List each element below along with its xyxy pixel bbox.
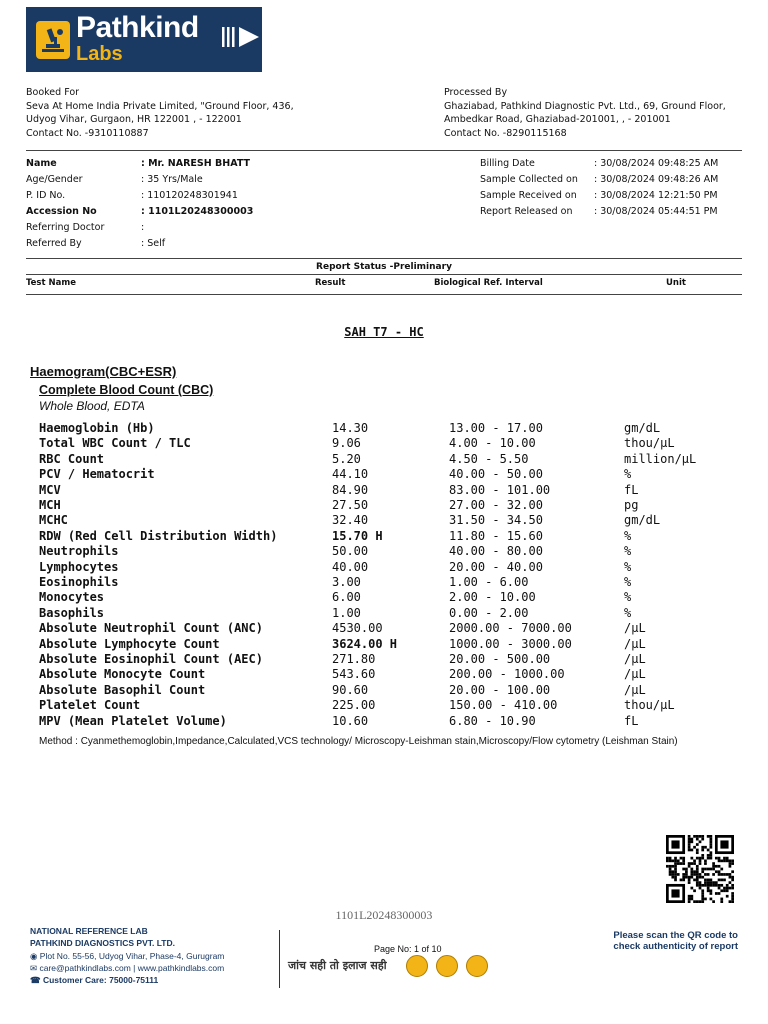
test-unit: % [624, 467, 632, 482]
footer-care [30, 975, 158, 986]
test-result: 3624.00 H [332, 636, 398, 651]
test-name: Haemoglobin (Hb) [39, 421, 155, 435]
column-header-ref: Biological Ref. Interval [434, 278, 543, 288]
date-label: Report Released on [480, 206, 573, 217]
divider [26, 258, 742, 259]
test-name: Platelet Count [39, 698, 141, 713]
test-result: 32.40 [332, 513, 369, 528]
test-ref-interval: 20.00 - 40.00 [449, 559, 543, 574]
test-name: Neutrophils [39, 544, 119, 559]
test-ref-interval: 27.00 - 32.00 [449, 498, 543, 512]
test-unit: gm/dL [624, 421, 661, 435]
processed-by-line: Ghaziabad, Pathkind Diagnostic Pvt. Ltd., 69, Ground Floor, [444, 100, 726, 112]
quality-seal-icon [466, 955, 488, 977]
footer-contact [30, 963, 224, 974]
patient-value: : Mr. NARESH BHATT [141, 158, 250, 169]
test-result: 15.70 H [332, 528, 383, 543]
method-note: Method : Cyanmethemoglobin,Impedance,Calculated,VCS technology/ Microscopy-Leishman stain,Microscopy/Flow cytometry (Leishman Stain) [39, 736, 678, 747]
column-header-test: Test Name [26, 278, 76, 288]
test-unit: % [624, 575, 632, 589]
patient-label: Referred By [26, 238, 82, 249]
test-unit: % [624, 605, 632, 620]
pathkind-logo [26, 7, 262, 72]
test-name: Absolute Monocyte Count [39, 667, 206, 682]
section-title: Haemogram(CBC+ESR) [30, 364, 177, 379]
patient-label: Age/Gender [26, 174, 83, 185]
date-label: Sample Collected on [480, 174, 578, 185]
test-unit: /µL [624, 682, 646, 697]
test-result: 1.00 [332, 605, 361, 620]
test-unit: thou/µL [624, 698, 675, 713]
test-name: RDW (Red Cell Distribution Width) [39, 528, 278, 543]
processed-by-block [444, 86, 726, 140]
subsection-title: Complete Blood Count (CBC) [39, 383, 214, 397]
test-result: 5.20 [332, 451, 361, 466]
test-result: 3.00 [332, 575, 361, 589]
mail-icon: ✉ [30, 963, 38, 973]
test-name: MCH [39, 498, 61, 512]
test-result: 50.00 [332, 544, 369, 559]
test-result: 4530.00 [332, 621, 383, 636]
report-title [0, 325, 768, 339]
processed-by-heading: Processed By [444, 87, 508, 98]
test-name: Monocytes [39, 590, 105, 605]
test-unit: million/µL [624, 451, 697, 466]
test-ref-interval: 20.00 - 100.00 [449, 682, 551, 697]
test-result: 225.00 [332, 698, 376, 713]
specimen: Whole Blood, EDTA [39, 399, 145, 413]
patient-label: P. ID No. [26, 190, 66, 201]
test-unit: /µL [624, 652, 646, 666]
divider [26, 274, 742, 275]
logo-brand: Pathkind [76, 11, 199, 44]
test-name: Total WBC Count / TLC [39, 436, 191, 451]
report-status: Report Status -Preliminary [316, 262, 452, 272]
test-ref-interval: 11.80 - 15.60 [449, 528, 543, 543]
phone-icon: ☎ [30, 975, 41, 985]
quality-seal-icon [406, 955, 428, 977]
patient-label: Referring Doctor [26, 222, 105, 233]
qr-code[interactable] [662, 835, 738, 903]
logo-sub: Labs [76, 43, 123, 65]
date-value: : 30/08/2024 12:21:50 PM [594, 190, 718, 201]
microscope-icon [36, 21, 70, 59]
test-result: 543.60 [332, 667, 376, 682]
test-name: Eosinophils [39, 575, 119, 589]
test-result: 84.90 [332, 482, 369, 497]
test-result: 271.80 [332, 652, 376, 666]
test-ref-interval: 6.80 - 10.90 [449, 713, 536, 728]
date-value: : 30/08/2024 05:44:51 PM [594, 206, 718, 217]
test-unit: fL [624, 482, 639, 497]
test-unit: % [624, 590, 632, 605]
test-name: PCV / Hematocrit [39, 467, 155, 482]
divider [26, 150, 742, 151]
footer-contact-text[interactable]: care@pathkindlabs.com | www.pathkindlabs.com [39, 963, 225, 973]
test-name: Absolute Neutrophil Count (ANC) [39, 621, 263, 636]
test-unit: thou/µL [624, 436, 675, 451]
column-header-unit: Unit [666, 278, 686, 288]
scan-note: Please scan the QR code to check authenticity of report [613, 930, 738, 952]
date-label: Sample Received on [480, 190, 577, 201]
test-name: MCV [39, 482, 61, 497]
test-unit: /µL [624, 667, 646, 682]
test-unit: % [624, 559, 632, 574]
test-name: MCHC [39, 513, 68, 528]
test-result: 14.30 [332, 421, 369, 435]
test-ref-interval: 4.00 - 10.00 [449, 436, 536, 451]
test-name: Basophils [39, 605, 105, 620]
patient-value: : [141, 222, 145, 233]
test-name: Absolute Lymphocyte Count [39, 636, 220, 651]
test-ref-interval: 83.00 - 101.00 [449, 482, 551, 497]
test-ref-interval: 40.00 - 50.00 [449, 467, 543, 482]
test-ref-interval: 13.00 - 17.00 [449, 421, 543, 435]
test-result: 27.50 [332, 498, 369, 512]
test-name: RBC Count [39, 451, 105, 466]
footer-company: PATHKIND DIAGNOSTICS PVT. LTD. [30, 938, 175, 948]
patient-value: : Self [141, 238, 166, 249]
test-ref-interval: 2.00 - 10.00 [449, 590, 536, 605]
test-name: MPV (Mean Platelet Volume) [39, 713, 227, 728]
report-title-text: SAH T7 - HC [344, 325, 424, 339]
quality-seal-icon [436, 955, 458, 977]
booked-for-line: Contact No. -9310110887 [26, 127, 149, 139]
date-label: Billing Date [480, 158, 535, 169]
test-unit: gm/dL [624, 513, 661, 528]
processed-by-line: Ambedkar Road, Ghaziabad-201001, , - 201001 [444, 114, 671, 125]
test-name: Absolute Eosinophil Count (AEC) [39, 652, 263, 666]
location-icon: ◉ [30, 951, 38, 961]
test-unit: % [624, 528, 632, 543]
booked-for-line: Seva At Home India Private Limited, "Ground Floor, 436, [26, 100, 294, 112]
test-name: Absolute Basophil Count [39, 682, 206, 697]
footer-care-text: Customer Care: 75000-75111 [42, 975, 159, 985]
test-name: Lymphocytes [39, 559, 119, 574]
footer-lab-name: NATIONAL REFERENCE LAB [30, 926, 148, 936]
column-header-result: Result [315, 278, 346, 288]
test-unit: /µL [624, 636, 646, 651]
tagline: जांच सही तो इलाज सही [288, 959, 387, 972]
date-value: : 30/08/2024 09:48:26 AM [594, 174, 719, 185]
test-result: 9.06 [332, 436, 361, 451]
test-unit: fL [624, 713, 639, 728]
patient-value: : 110120248301941 [141, 190, 238, 201]
booked-for-heading: Booked For [26, 87, 80, 98]
test-ref-interval: 1.00 - 6.00 [449, 575, 529, 589]
test-ref-interval: 2000.00 - 7000.00 [449, 621, 572, 636]
test-result: 90.60 [332, 682, 369, 697]
test-ref-interval: 0.00 - 2.00 [449, 605, 529, 620]
test-result: 44.10 [332, 467, 369, 482]
patient-label: Name [26, 158, 57, 169]
test-ref-interval: 40.00 - 80.00 [449, 544, 543, 559]
accession-barcode-text: 1101L20248300003 [335, 908, 433, 922]
patient-label: Accession No [26, 206, 97, 217]
test-result: 40.00 [332, 559, 369, 574]
divider [26, 294, 742, 295]
logo-bars-icon [222, 26, 262, 48]
patient-value: : 35 Yrs/Male [141, 174, 203, 185]
test-ref-interval: 4.50 - 5.50 [449, 451, 529, 466]
test-ref-interval: 150.00 - 410.00 [449, 698, 558, 713]
test-unit: % [624, 544, 632, 559]
test-unit: pg [624, 498, 639, 512]
footer-address [30, 951, 224, 962]
booked-for-line: Udyog Vihar, Gurgaon, HR 122001 , - 122001 [26, 114, 242, 125]
test-result: 6.00 [332, 590, 361, 605]
test-result: 10.60 [332, 713, 369, 728]
patient-value: : 1101L20248300003 [141, 206, 254, 217]
test-ref-interval: 31.50 - 34.50 [449, 513, 543, 528]
date-value: : 30/08/2024 09:48:25 AM [594, 158, 719, 169]
footer-divider [279, 930, 280, 988]
test-ref-interval: 200.00 - 1000.00 [449, 667, 565, 682]
page-number: Page No: 1 of 10 [374, 944, 442, 954]
test-ref-interval: 20.00 - 500.00 [449, 652, 551, 666]
test-unit: /µL [624, 621, 646, 636]
processed-by-line: Contact No. -8290115168 [444, 127, 567, 139]
booked-for-block [26, 86, 294, 140]
test-ref-interval: 1000.00 - 3000.00 [449, 636, 572, 651]
footer-address-text: Plot No. 55-56, Udyog Vihar, Phase-4, Gurugram [39, 951, 225, 961]
